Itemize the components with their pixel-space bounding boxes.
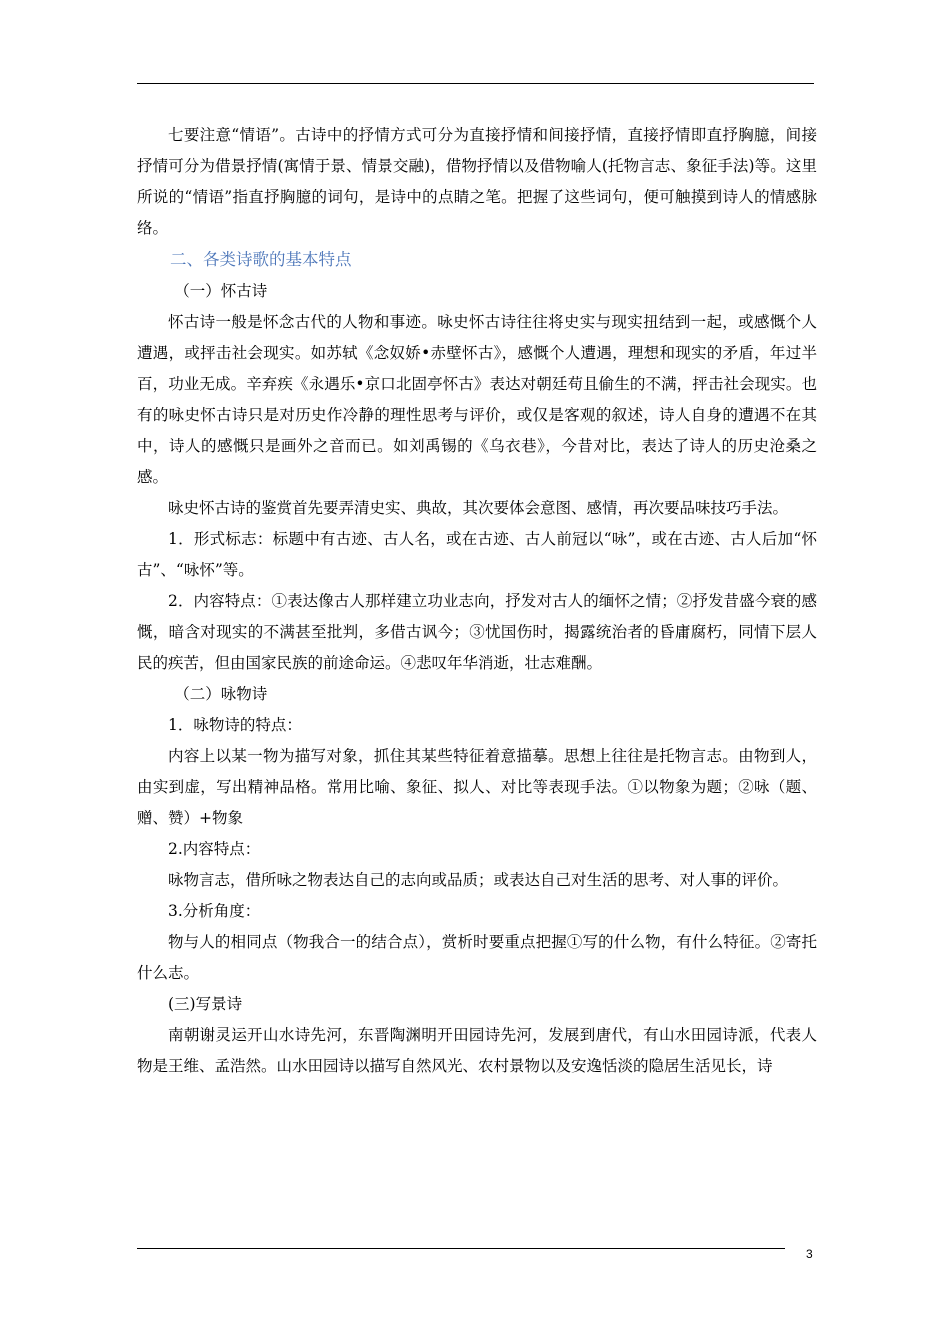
paragraph-yongwu-feature-title: 1．咏物诗的特点： — [168, 716, 302, 734]
subheading-huaigu: （一）怀古诗 — [174, 282, 268, 300]
subheading-yongwu: （二）咏物诗 — [174, 685, 268, 703]
paragraph-huaigu-content: 2．内容特点：①表达像古人那样建立功业志向，抒发对古人的缅怀之情；②抒发昔盛今衰的感慨，暗含对现实的不满甚至批判，多借古讽今；③忧国伤时，揭露统治者的昏庸腐朽，同情下层人民的疾苦，但由国家民族的前途命运。④悲叹年华消逝，壮志难酬。 — [137, 592, 817, 672]
section-heading: 二、各类诗歌的基本特点 — [170, 250, 352, 269]
paragraph-yongwu-content: 咏物言志，借所咏之物表达自己的志向或品质；或表达自己对生活的思考、对人事的评价。 — [168, 871, 789, 889]
paragraph-xiejing-intro: 南朝谢灵运开山水诗先河，东晋陶渊明开田园诗先河，发展到唐代，有山水田园诗派，代表人物是王维、孟浩然。山水田园诗以描写自然风光、农村景物以及安逸恬淡的隐居生活见长，诗 — [137, 1026, 817, 1075]
paragraph-yongwu-angle: 物与人的相同点（物我合一的结合点），赏析时要重点把握①写的什么物，有什么特征。②寄托什么志。 — [137, 933, 817, 982]
paragraph-huaigu-method: 咏史怀古诗的鉴赏首先要弄清史实、典故，其次要体会意图、感情，再次要品味技巧手法。 — [168, 499, 789, 517]
footer-rule — [137, 1248, 785, 1249]
paragraph-huaigu-form: 1．形式标志：标题中有古迹、古人名，或在古迹、古人前冠以“咏”，或在古迹、古人后加“怀古”、“咏怀”等。 — [137, 530, 817, 579]
paragraph-huaigu-intro: 怀古诗一般是怀念古代的人物和事迹。咏史怀古诗往往将史实与现实扭结到一起，或感慨个人遭遇，或抨击社会现实。如苏轼《念奴娇•赤壁怀古》，感慨个人遭遇，理想和现实的矛盾，年过半百，功业无成。辛弃疾《永遇乐•京口北固亭怀古》表达对朝廷苟且偷生的不满，抨击社会现实。也有的咏史怀古诗只是对历史作冷静的理性思考与评价，或仅是客观的叙述，诗人自身的遭遇不在其中，诗人的感慨只是画外之音而已。如刘禹锡的《乌衣巷》，今昔对比，表达了诗人的历史沧桑之感。 — [137, 313, 817, 486]
page-number: 3 — [806, 1247, 813, 1261]
header-rule — [137, 83, 814, 84]
paragraph-qingyu: 七要注意“情语”。古诗中的抒情方式可分为直接抒情和间接抒情，直接抒情即直抒胸臆，间接抒情可分为借景抒情(寓情于景、情景交融)，借物抒情以及借物喻人(托物言志、象征手法)等。这里所说的“情语”指直抒胸臆的词句，是诗中的点睛之笔。把握了这些词句，便可触摸到诗人的情感脉络。 — [137, 126, 817, 237]
paragraph-yongwu-content-title: 2.内容特点： — [168, 840, 261, 858]
paragraph-yongwu-angle-title: 3.分析角度： — [168, 902, 261, 920]
document-body — [137, 120, 817, 1082]
paragraph-yongwu-feature: 内容上以某一物为描写对象，抓住其某些特征着意描摹。思想上往往是托物言志。由物到人，由实到虚，写出精神品格。常用比喻、象征、拟人、对比等表现手法。①以物象为题；②咏（题、赠、赞）+物象 — [137, 747, 817, 827]
subheading-xiejing: (三)写景诗 — [168, 995, 243, 1013]
